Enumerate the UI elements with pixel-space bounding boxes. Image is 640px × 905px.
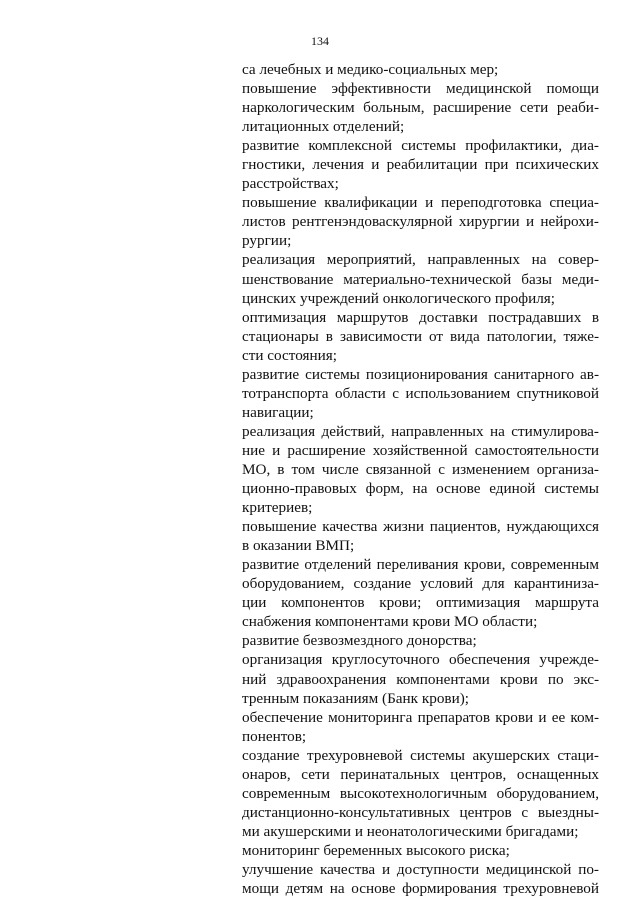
text-line: снабжения компонентами крови МО области; [242,613,538,631]
text-line: ние и расширение хозяйственной самостоятельности [242,441,599,459]
text-line: развитие системы позиционирования санитарного ав- [242,365,599,383]
text-line: реализация действий, направленных на стимулирова- [242,422,599,440]
text-line: ний здравоохранения компонентами крови по экс- [242,670,599,688]
text-line: наркологическим больным, расширение сети реаби- [242,99,599,117]
text-line: мониторинг беременных высокого риска; [242,841,510,859]
body-text [242,60,599,898]
text-line: повышение квалификации и переподготовка специа- [242,194,599,212]
text-line: оборудованием, создание условий для карантиниза- [242,575,599,593]
page-number: 134 [311,34,329,48]
text-line: расстройствах; [242,175,339,193]
text-line: оптимизация маршрутов доставки пострадавших в [242,308,599,326]
text-line: критериев; [242,499,313,517]
text-line: современным высокотехнологичным оборудованием, [242,784,599,802]
text-line: стационары в зависимости от вида патологии, тяже- [242,327,599,345]
text-line: листов рентгенэндоваскулярной хирургии и нейрохи- [242,213,599,231]
text-line: развитие безвозмездного донорства; [242,632,477,650]
text-line: онаров, сети перинатальных центров, оснащенных [242,765,599,783]
text-line: цинских учреждений онкологического профиля; [242,289,555,307]
text-line: ции компонентов крови; оптимизация маршрута [242,594,599,612]
text-line: навигации; [242,403,314,421]
text-line: организация круглосуточного обеспечения учрежде- [242,651,599,669]
text-line: шенствование материально-технической базы меди- [242,270,599,288]
text-line: повышение эффективности медицинской помощи [242,80,599,98]
text-line: улучшение качества и доступности медицинской по- [242,860,599,878]
text-line: ционно-правовых форм, на основе единой системы [242,480,599,498]
text-line: в оказании ВМП; [242,537,355,555]
text-line: сти состояния; [242,346,337,364]
text-line: тотранспорта области с использованием спутниковой [242,384,599,402]
text-line: са лечебных и медико-социальных мер; [242,61,499,78]
text-line: обеспечение мониторинга препаратов крови и ее ком- [242,708,599,726]
text-line: МО, в том числе связанной с изменением организа- [242,460,599,478]
text-line: рургии; [242,232,292,250]
text-line: дистанционно-консультативных центров с выездны- [242,803,599,821]
text-line: гностики, лечения и реабилитации при психических [242,156,599,174]
text-line: создание трехуровневой системы акушерских стаци- [242,746,599,764]
text-line: понентов; [242,727,307,745]
text-line: тренным показаниям (Банк крови); [242,689,469,707]
text-line: развитие комплексной системы профилактики, диа- [242,137,599,155]
text-line: ми акушерскими и неонатологическими бригадами; [242,822,579,840]
text-line: развитие отделений переливания крови, современным [242,556,599,574]
text-line: реализация мероприятий, направленных на совер- [242,251,599,269]
text-line: литационных отделений; [242,118,405,136]
text-line: повышение качества жизни пациентов, нуждающихся [242,518,599,536]
text-line: мощи детям на основе формирования трехуровневой [242,880,599,898]
